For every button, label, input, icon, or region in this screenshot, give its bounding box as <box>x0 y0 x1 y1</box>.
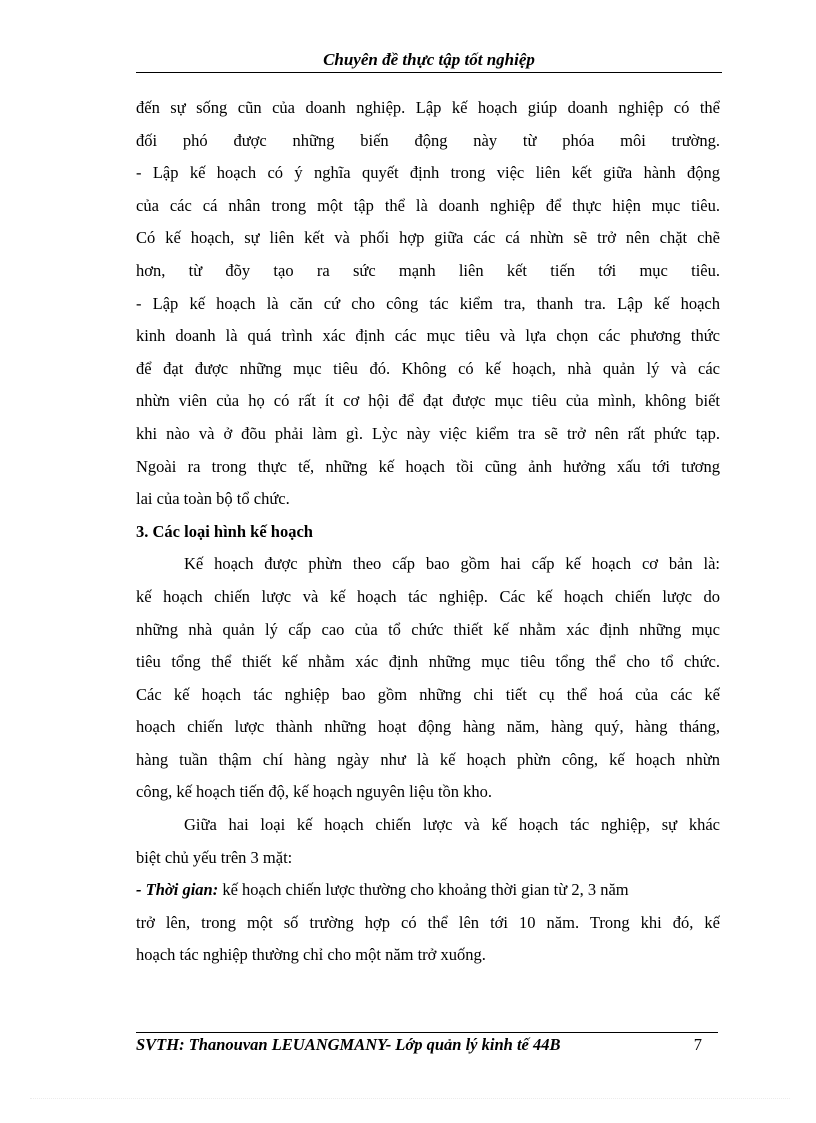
paragraph-line: hoạch chiến lược thành những hoạt động hàng năm, hàng quý, hàng tháng, <box>136 717 720 737</box>
paragraph-line: Giữa hai loại kế hoạch chiến lược và kế hoạch tác nghiệp, sự khác <box>184 815 720 835</box>
paragraph-line: trở lên, trong một số trường hợp có thể lên tới 10 năm. Trong khi đó, kế <box>136 912 720 932</box>
section-heading: 3. Các loại hình kế hoạch <box>136 521 313 541</box>
paragraph-line: hơn, từ đõy tạo ra sức mạnh liên kết tiến tới mục tiêu. <box>136 260 720 280</box>
paragraph-line: Ngoài ra trong thực tế, những kế hoạch tồi cũng ảnh hưởng xấu tới tương <box>136 456 720 476</box>
paragraph-line: Có kế hoạch, sự liên kết và phối hợp giữa các cá nhừn sẽ trở nên chặt chẽ <box>136 228 720 248</box>
paragraph-line: những nhà quản lý cấp cao của tổ chức thiết kế nhằm xác định những mục <box>136 619 720 639</box>
paragraph-line: đến sự sống cũn của doanh nghiệp. Lập kế hoạch giúp doanh nghiệp có thể <box>136 98 720 117</box>
page-footer <box>136 1035 718 1059</box>
footer-divider <box>136 1032 718 1033</box>
paragraph-line: để đạt được những mục tiêu đó. Không có kế hoạch, nhà quản lý và các <box>136 358 720 378</box>
paragraph-line: kinh doanh là quá trình xác định các mục tiêu và lựa chọn các phương thức <box>136 326 720 346</box>
paragraph-line: hoạch tác nghiệp thường chỉ cho một năm trở xuống. <box>136 945 486 965</box>
paragraph-line: Kế hoạch được phừn theo cấp bao gồm hai cấp kế hoạch cơ bản là: <box>184 554 720 574</box>
page-header: Chuyên đề thực tập tốt nghiệp <box>323 50 535 69</box>
paragraph-line: lai của toàn bộ tổ chức. <box>136 489 290 509</box>
paragraph-line: nhừn viên của họ có rất ít cơ hội để đạt được mục tiêu của mình, không biết <box>136 391 720 411</box>
paragraph-line: khi nào và ở đõu phải làm gì. Lỳc này việc kiểm tra sẽ trở nên rất phức tạp. <box>136 423 720 443</box>
paragraph-line: công, kế hoạch tiến độ, kế hoạch nguyên liệu tồn kho. <box>136 782 493 802</box>
term-text: kế hoạch chiến lược thường cho khoảng thời gian từ 2, 3 năm <box>218 880 629 900</box>
paragraph-line: của các cá nhân trong một tập thể là doanh nghiệp để thực hiện mục tiêu. <box>136 195 720 215</box>
dash-prefix: - <box>136 880 146 900</box>
paragraph-line: - Lập kế hoạch có ý nghĩa quyết định trong việc liên kết giữa hành động <box>136 163 720 183</box>
term-label: Thời gian: <box>145 880 219 900</box>
paragraph-line: biệt chủ yếu trên 3 mặt: <box>136 847 293 867</box>
document-body <box>136 92 720 972</box>
page-bottom-dotted-rule <box>30 1098 790 1099</box>
paragraph-line: Các kế hoạch tác nghiệp bao gồm những chi tiết cụ thể hoá của các kế <box>136 684 720 704</box>
paragraph-line: - Lập kế hoạch là căn cứ cho công tác kiểm tra, thanh tra. Lập kế hoạch <box>136 293 720 313</box>
paragraph-line: hàng tuần thậm chí hàng ngày như là kế hoạch phừn công, kế hoạch nhừn <box>136 749 720 769</box>
header-divider <box>136 72 722 73</box>
footer-author: SVTH: Thanouvan LEUANGMANY- Lớp quản lý kinh tế 44B <box>136 1035 561 1054</box>
paragraph-line: kế hoạch chiến lược và kế hoạch tác nghiệp. Các kế hoạch chiến lược do <box>136 586 720 606</box>
page-number: 7 <box>693 1035 702 1054</box>
paragraph-line: tiêu tổng thể thiết kế nhằm xác định những mục tiêu tổng thể cho tổ chức. <box>136 652 720 672</box>
paragraph-line <box>136 874 720 907</box>
paragraph-line: đối phó được những biến động này từ phóa môi trường. <box>136 130 720 150</box>
